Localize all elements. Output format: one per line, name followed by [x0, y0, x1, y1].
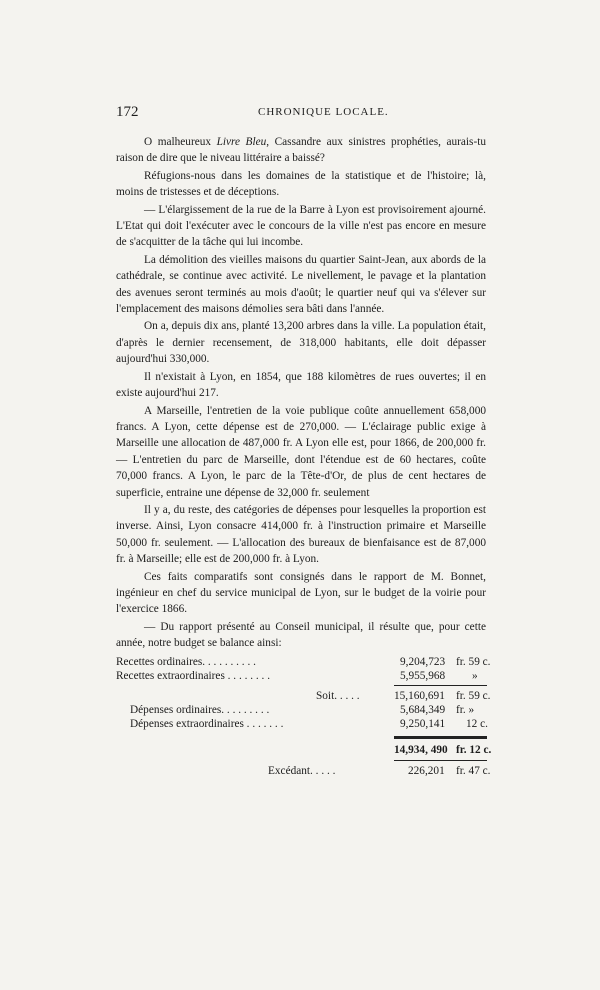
budget-row — [116, 763, 491, 779]
budget-row — [116, 742, 492, 758]
budget-unit: fr. 12 c. — [456, 743, 492, 756]
sum-rule — [394, 760, 487, 761]
budget-amount: 226,201 — [408, 764, 445, 777]
budget-label: Soit. . . . . — [316, 689, 360, 702]
total-rule — [394, 736, 487, 739]
budget-amount: 5,955,968 — [400, 669, 446, 682]
budget-label: Dépenses ordinaires. . . . . . . . . — [130, 703, 270, 716]
budget-table — [116, 654, 492, 788]
paragraph-text: , Cassandre aux sinistres prophéties, aurais-tu raison de dire que le niveau littéraire a baissé? — [116, 136, 486, 165]
paragraph-text: O malheureux — [144, 136, 217, 148]
budget-unit: fr. 59 c. — [456, 689, 491, 702]
budget-amount: 14,934, 490 — [394, 743, 448, 756]
body-text — [116, 134, 492, 788]
budget-label: Recettes ordinaires. . . . . . . . . . — [116, 655, 256, 668]
budget-label: Recettes extraordinaires . . . . . . . . — [116, 669, 271, 682]
paragraph: Réfugions-nous dans les domaines de la statistique et de l'histoire; là, moins de tristesses et de déceptions. — [116, 169, 486, 199]
budget-amount: 9,250,141 — [400, 717, 446, 730]
paragraph: La démolition des vieilles maisons du quartier Saint-Jean, aux abords de la cathédrale, se continue avec activité. Le nivellement, le pavage et la plantation des avenues seront terminés au mois d'août; le quartier neuf qui va s'élever sur l'emplacement des maisons démolies sera bâti dans l'année. — [116, 253, 486, 316]
budget-unit: fr. 59 c. — [456, 655, 491, 668]
budget-label: Dépenses extraordinaires . . . . . . . — [130, 717, 284, 730]
paragraph: A Marseille, l'entretien de la voie publique coûte annuellement 658,000 francs. A Lyon, cette dépense est de 270,000. — L'éclairage public exige à Marseille une allocation de 487,000 fr. A Lyon elle est, pour 1866, de 200,000 fr. — L'entretien du parc de Marseille, dont l'étendue est de 60 hectares, coûte 70,000 francs. A Lyon, le parc de la Tête-d'Or, de plus de cent hectares de superficie, entraine une dépense de 32,000 fr. seulement — [116, 404, 486, 499]
paragraph — [116, 134, 486, 167]
budget-amount: 9,204,723 — [400, 655, 446, 668]
paragraph: — Du rapport présenté au Conseil municipal, il résulte que, pour cette année, notre budget se balance ainsi: — [116, 620, 486, 650]
paragraph: Ces faits comparatifs sont consignés dans le rapport de M. Bonnet, ingénieur en chef du service municipal de Lyon, sur le budget de la voirie pour l'exercice 1866. — [116, 570, 486, 616]
running-title: CHRONIQUE LOCALE. — [258, 106, 389, 118]
budget-amount: 5,684,349 — [400, 703, 446, 716]
paragraph: Il y a, du reste, des catégories de dépenses pour lesquelles la proportion est inverse. Ainsi, Lyon consacre 414,000 fr. à l'instruction primaire et Marseille 50,000 fr. seulement. — L'allocation des bureaux de bienfaisance est de 87,000 fr. à Marseille; elle est de 200,000 fr. à Lyon. — [116, 503, 486, 566]
paragraph: On a, depuis dix ans, planté 13,200 arbres dans la ville. La population était, d'après le dernier recensement, de 318,000 habitants, elle doit dépasser aujourd'hui 330,000. — [116, 320, 486, 366]
budget-row — [116, 716, 486, 732]
book-title-italic: Livre Bleu — [216, 136, 267, 148]
sum-rule — [394, 685, 487, 686]
paragraph: — L'élargissement de la rue de la Barre à Lyon est provisoirement ajourné. L'Etat qui doit l'exécuter avec le concours de la ville n'est pas encore en mesure de s'acquitter de la tâche qui lui incombe. — [116, 203, 486, 249]
budget-unit: fr. » — [456, 703, 475, 716]
page-number: 172 — [116, 104, 139, 120]
paragraph: Il n'existait à Lyon, en 1854, que 188 kilomètres de rues ouvertes; il en existe aujourd'hui 217. — [116, 370, 486, 400]
budget-unit: fr. 47 c. — [456, 764, 491, 777]
budget-amount: 15,160,691 — [394, 689, 445, 702]
budget-row — [116, 668, 486, 684]
page-header — [116, 104, 488, 124]
budget-label: Excédant. . . . . — [268, 764, 336, 777]
budget-unit: 12 c. — [466, 717, 488, 730]
budget-unit: » — [472, 669, 478, 682]
